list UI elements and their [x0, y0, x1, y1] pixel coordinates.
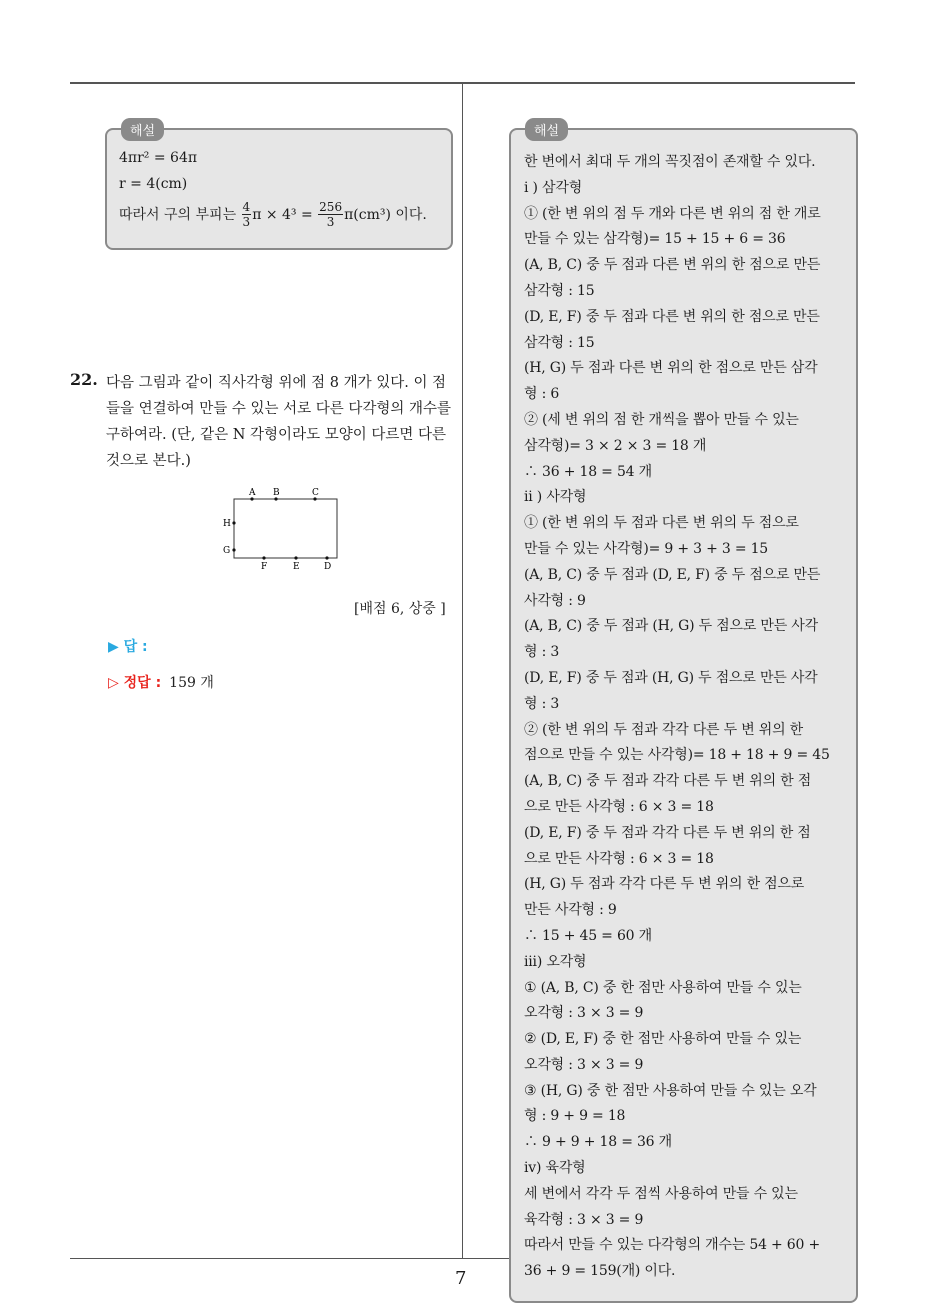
- solution-line: 세 변에서 각각 두 점씩 사용하여 만들 수 있는: [524, 1185, 798, 1202]
- solution-box-21: [105, 124, 453, 250]
- column-divider: [462, 83, 463, 1258]
- solution-line: ∴ 9 + 9 + 18 = 36 개: [524, 1134, 672, 1151]
- label-c: C: [312, 488, 319, 498]
- solution-line: ∴ 15 + 45 = 60 개: [524, 927, 652, 944]
- solution-line: 삼각형 : 15: [524, 334, 595, 351]
- label-h: H: [223, 519, 231, 529]
- solution-line: 오각형 : 3 × 3 = 9: [524, 1056, 644, 1073]
- question-number: 22.: [70, 370, 98, 389]
- fraction-numerator: 4: [242, 200, 251, 215]
- solution-line: 형 : 6: [524, 386, 560, 403]
- solution-line: 따라서 만들 수 있는 다각형의 개수는 54 + 60 +: [524, 1237, 821, 1254]
- fraction-4-3: [242, 200, 252, 229]
- solution-line: (A, B, C) 중 두 점과 각각 다른 두 변 위의 한 점: [524, 773, 812, 790]
- solution-line: 만들 수 있는 사각형)= 9 + 3 + 3 = 15: [524, 540, 769, 557]
- fraction-256-3: [318, 200, 343, 229]
- volume-text-suffix: π(cm³) 이다.: [344, 206, 427, 223]
- solution-tag: 해설: [121, 118, 164, 141]
- solution-line: 으로 만든 사각형 : 6 × 3 = 18: [524, 798, 714, 815]
- solution-line: 육각형 : 3 × 3 = 9: [524, 1211, 644, 1228]
- label-f: F: [261, 562, 268, 572]
- question-text: 다음 그림과 같이 직사각형 위에 점 8 개가 있다. 이 점들을 연결하여 만들 수 있는 서로 다른 다각형의 개수를 구하여라. (단, 같은 N 각형이라도 모양이 다르면 다른 것으로 본다.): [106, 375, 452, 469]
- solution-line: [119, 198, 441, 232]
- solution-line: 삼각형 : 15: [524, 282, 595, 299]
- fraction-numerator: 256: [319, 200, 343, 215]
- solution-line: 형 : 9 + 9 = 18: [524, 1108, 626, 1125]
- fraction-denominator: 3: [326, 215, 335, 230]
- label-d: D: [324, 562, 332, 572]
- solution-line: 으로 만든 사각형 : 6 × 3 = 18: [524, 850, 714, 867]
- solution-line: ② (한 변 위의 두 점과 각각 다른 두 변 위의 한: [524, 721, 803, 738]
- solution-line: ① (한 변 위의 점 두 개와 다른 변 위의 점 한 개로: [524, 205, 821, 222]
- rectangle-points-figure: [218, 484, 348, 574]
- correct-answer: [108, 672, 214, 692]
- solution-line: 점으로 만들 수 있는 사각형)= 18 + 18 + 9 = 45: [524, 747, 830, 764]
- correct-answer-value: 159 개: [169, 675, 214, 691]
- solution-line: 만든 사각형 : 9: [524, 902, 617, 919]
- volume-text-prefix: 따라서 구의 부피는: [119, 206, 241, 223]
- solution-line: (H, G) 두 점과 다른 변 위의 한 점으로 만든 삼각: [524, 360, 818, 377]
- solution-line: 4πr² = 64π: [119, 150, 198, 166]
- page-number: 7: [455, 1268, 467, 1289]
- solution-line: 한 변에서 최대 두 개의 꼭짓점이 존재할 수 있다.: [524, 154, 816, 170]
- solution-line: (D, E, F) 중 두 점과 각각 다른 두 변 위의 한 점: [524, 824, 811, 841]
- label-e: E: [293, 562, 300, 572]
- solution-line: 형 : 3: [524, 644, 560, 661]
- solution-line: ∴ 36 + 18 = 54 개: [524, 463, 652, 480]
- solution-line: ① (A, B, C) 중 한 점만 사용하여 만들 수 있는: [524, 979, 802, 996]
- solution-line: i ) 삼각형: [524, 179, 583, 196]
- solution-line: ii ) 사각형: [524, 489, 587, 506]
- solution-line: (H, G) 두 점과 각각 다른 두 변 위의 한 점으로: [524, 876, 805, 893]
- fraction-denominator: 3: [242, 215, 251, 230]
- label-a: A: [249, 488, 256, 498]
- solution-line: (A, B, C) 중 두 점과 다른 변 위의 한 점으로 만든: [524, 257, 821, 274]
- solution-lines: [524, 150, 848, 1285]
- point-h: [232, 521, 235, 524]
- solution-line: 삼각형)= 3 × 2 × 3 = 18 개: [524, 437, 707, 454]
- score-label: [배점 6, 상중 ]: [354, 601, 446, 617]
- solution-line: 만들 수 있는 삼각형)= 15 + 15 + 6 = 36: [524, 231, 786, 248]
- solution-line: 사각형 : 9: [524, 592, 586, 609]
- solution-line: 오각형 : 3 × 3 = 9: [524, 1005, 644, 1022]
- solution-line: 형 : 3: [524, 695, 560, 712]
- solution-box-22: [509, 124, 858, 1303]
- point-d: [325, 556, 328, 559]
- solution-line: ① (한 변 위의 두 점과 다른 변 위의 두 점으로: [524, 515, 799, 532]
- correct-answer-label: ▷ 정답 :: [108, 675, 162, 691]
- solution-line: ② (D, E, F) 중 한 점만 사용하여 만들 수 있는: [524, 1031, 802, 1048]
- solution-line: (A, B, C) 중 두 점과 (D, E, F) 중 두 점으로 만든: [524, 566, 821, 583]
- volume-text-mid: π × 4³ =: [252, 206, 318, 223]
- answer-label: ▶ 답 :: [108, 639, 148, 655]
- solution-line: iii) 오각형: [524, 953, 587, 970]
- solution-line: ② (세 변 위의 점 한 개씩을 뽑아 만들 수 있는: [524, 411, 799, 428]
- solution-line: (D, E, F) 중 두 점과 다른 변 위의 한 점으로 만든: [524, 308, 820, 325]
- point-f: [262, 556, 265, 559]
- label-b: B: [273, 488, 280, 498]
- solution-tag: 해설: [525, 118, 568, 141]
- solution-line: (D, E, F) 중 두 점과 (H, G) 두 점으로 만든 사각: [524, 669, 818, 686]
- solution-line: (A, B, C) 중 두 점과 (H, G) 두 점으로 만든 사각: [524, 618, 818, 635]
- solution-line: 36 + 9 = 159(개) 이다.: [524, 1263, 676, 1280]
- point-e: [294, 556, 297, 559]
- solution-line: r = 4(cm): [119, 175, 188, 192]
- label-g: G: [223, 546, 231, 556]
- solution-line: iv) 육각형: [524, 1160, 586, 1177]
- solution-line: ③ (H, G) 중 한 점만 사용하여 만들 수 있는 오각: [524, 1082, 817, 1099]
- rectangle-outline: [234, 499, 337, 558]
- point-g: [232, 548, 235, 551]
